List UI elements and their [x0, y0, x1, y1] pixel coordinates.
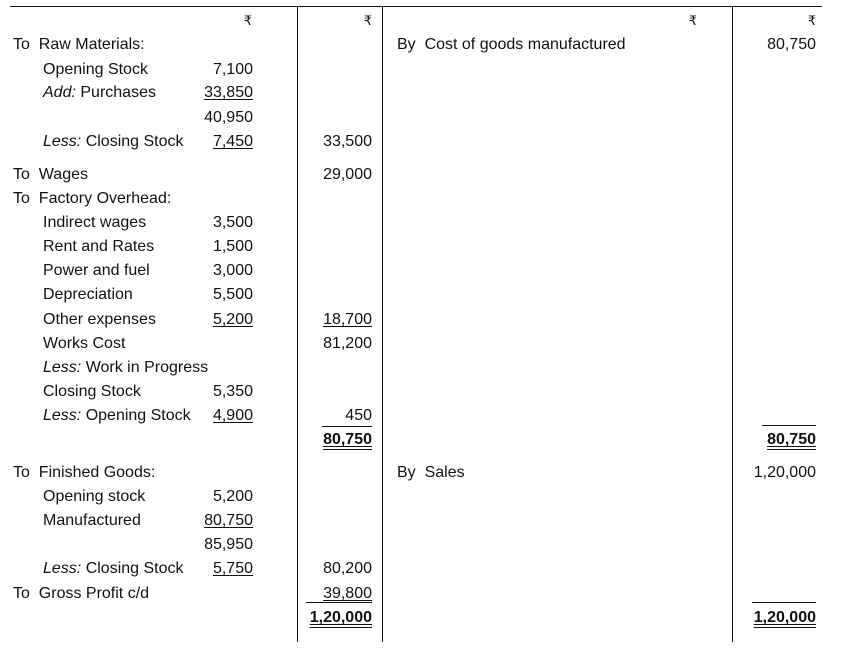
currency-header-credit-total: ₹	[807, 13, 816, 28]
wip-closing-stock-amount: 5,350	[212, 383, 253, 400]
overhead-item-label: Power and fuel	[43, 262, 150, 279]
factory-overhead-heading: To Factory Overhead:	[13, 190, 172, 207]
wip-heading	[43, 358, 208, 378]
sales-label: By Sales	[397, 464, 465, 481]
gross-profit-amount: 39,800	[323, 585, 372, 602]
works-cost-amount: 81,200	[323, 335, 372, 352]
opening-stock-amount: 7,100	[212, 61, 253, 78]
fg-opening-stock-amount: 5,200	[212, 488, 253, 505]
less-prefix: Less:	[43, 407, 82, 424]
factory-overhead-total: 18,700	[323, 311, 372, 328]
wip-opening-stock-line	[43, 406, 191, 426]
purchases-label: Purchases	[75, 84, 156, 101]
closing-stock-label: Closing Stock	[81, 133, 184, 150]
overhead-item-label: Indirect wages	[43, 214, 147, 231]
column-divider-center	[382, 6, 383, 642]
credit-total-top-rule-1	[762, 425, 816, 426]
credit-total-top-rule-2	[752, 602, 816, 603]
raw-materials-heading: To Raw Materials:	[13, 36, 145, 53]
wip-opening-stock-amount: 4,900	[212, 407, 253, 424]
manufacturing-debit-total: 80,750	[323, 431, 372, 448]
top-rule	[10, 6, 822, 7]
overhead-item-amount: 5,200	[212, 311, 253, 328]
debit-total-top-rule-1	[322, 426, 372, 427]
overhead-item-amount: 5,500	[212, 286, 253, 303]
column-divider-credit-total	[732, 6, 733, 642]
currency-header-credit-inner: ₹	[688, 13, 697, 28]
raw-materials-subtotal: 40,950	[204, 109, 253, 126]
finished-goods-heading: To Finished Goods:	[13, 464, 156, 481]
purchases-line	[43, 83, 156, 103]
overhead-item-amount: 3,500	[212, 214, 253, 231]
fg-opening-stock-label: Opening stock	[43, 488, 146, 505]
trading-credit-total: 1,20,000	[753, 609, 816, 626]
overhead-item-label: Other expenses	[43, 311, 156, 328]
less-prefix: Less:	[43, 133, 82, 150]
fg-manufactured-label: Manufactured	[43, 512, 141, 529]
column-divider-debit-total	[297, 6, 298, 642]
fg-closing-stock-label: Closing Stock	[81, 560, 184, 577]
raw-closing-stock-amount: 7,450	[212, 133, 253, 150]
wip-closing-stock-label: Closing Stock	[43, 383, 141, 400]
gross-profit-label: To Gross Profit c/d	[13, 585, 150, 602]
overhead-item-amount: 3,000	[212, 262, 253, 279]
works-cost-label: Works Cost	[43, 335, 126, 352]
overhead-item-label: Depreciation	[43, 286, 133, 303]
cost-of-goods-manufactured-label: By Cost of goods manufactured	[397, 36, 626, 53]
fg-subtotal: 85,950	[204, 536, 253, 553]
less-prefix: Less:	[43, 560, 82, 577]
purchases-amount: 33,850	[204, 84, 253, 101]
raw-closing-stock-line	[43, 132, 184, 152]
sales-amount: 1,20,000	[753, 464, 816, 481]
wages-label: To Wages	[13, 166, 88, 183]
wages-amount: 29,000	[323, 166, 372, 183]
currency-header-debit-total: ₹	[363, 13, 372, 28]
less-prefix: Less:	[43, 359, 82, 376]
cost-of-goods-manufactured-amount: 80,750	[767, 36, 816, 53]
wip-label: Work in Progress	[81, 359, 209, 376]
fg-closing-stock-line	[43, 559, 184, 579]
currency-header-inner: ₹	[243, 13, 252, 28]
add-prefix: Add:	[43, 84, 76, 101]
opening-stock-label: Opening Stock	[43, 61, 148, 78]
fg-closing-stock-amount: 5,750	[212, 560, 253, 577]
overhead-item-label: Rent and Rates	[43, 238, 155, 255]
manufacturing-credit-total: 80,750	[767, 431, 816, 448]
overhead-item-amount: 1,500	[212, 238, 253, 255]
cost-of-sales-amount: 80,200	[323, 560, 372, 577]
wip-opening-stock-label: Opening Stock	[81, 407, 191, 424]
raw-materials-consumed: 33,500	[323, 133, 372, 150]
wip-net-amount: 450	[345, 407, 372, 424]
fg-manufactured-amount: 80,750	[204, 512, 253, 529]
trading-debit-total: 1,20,000	[309, 609, 372, 626]
